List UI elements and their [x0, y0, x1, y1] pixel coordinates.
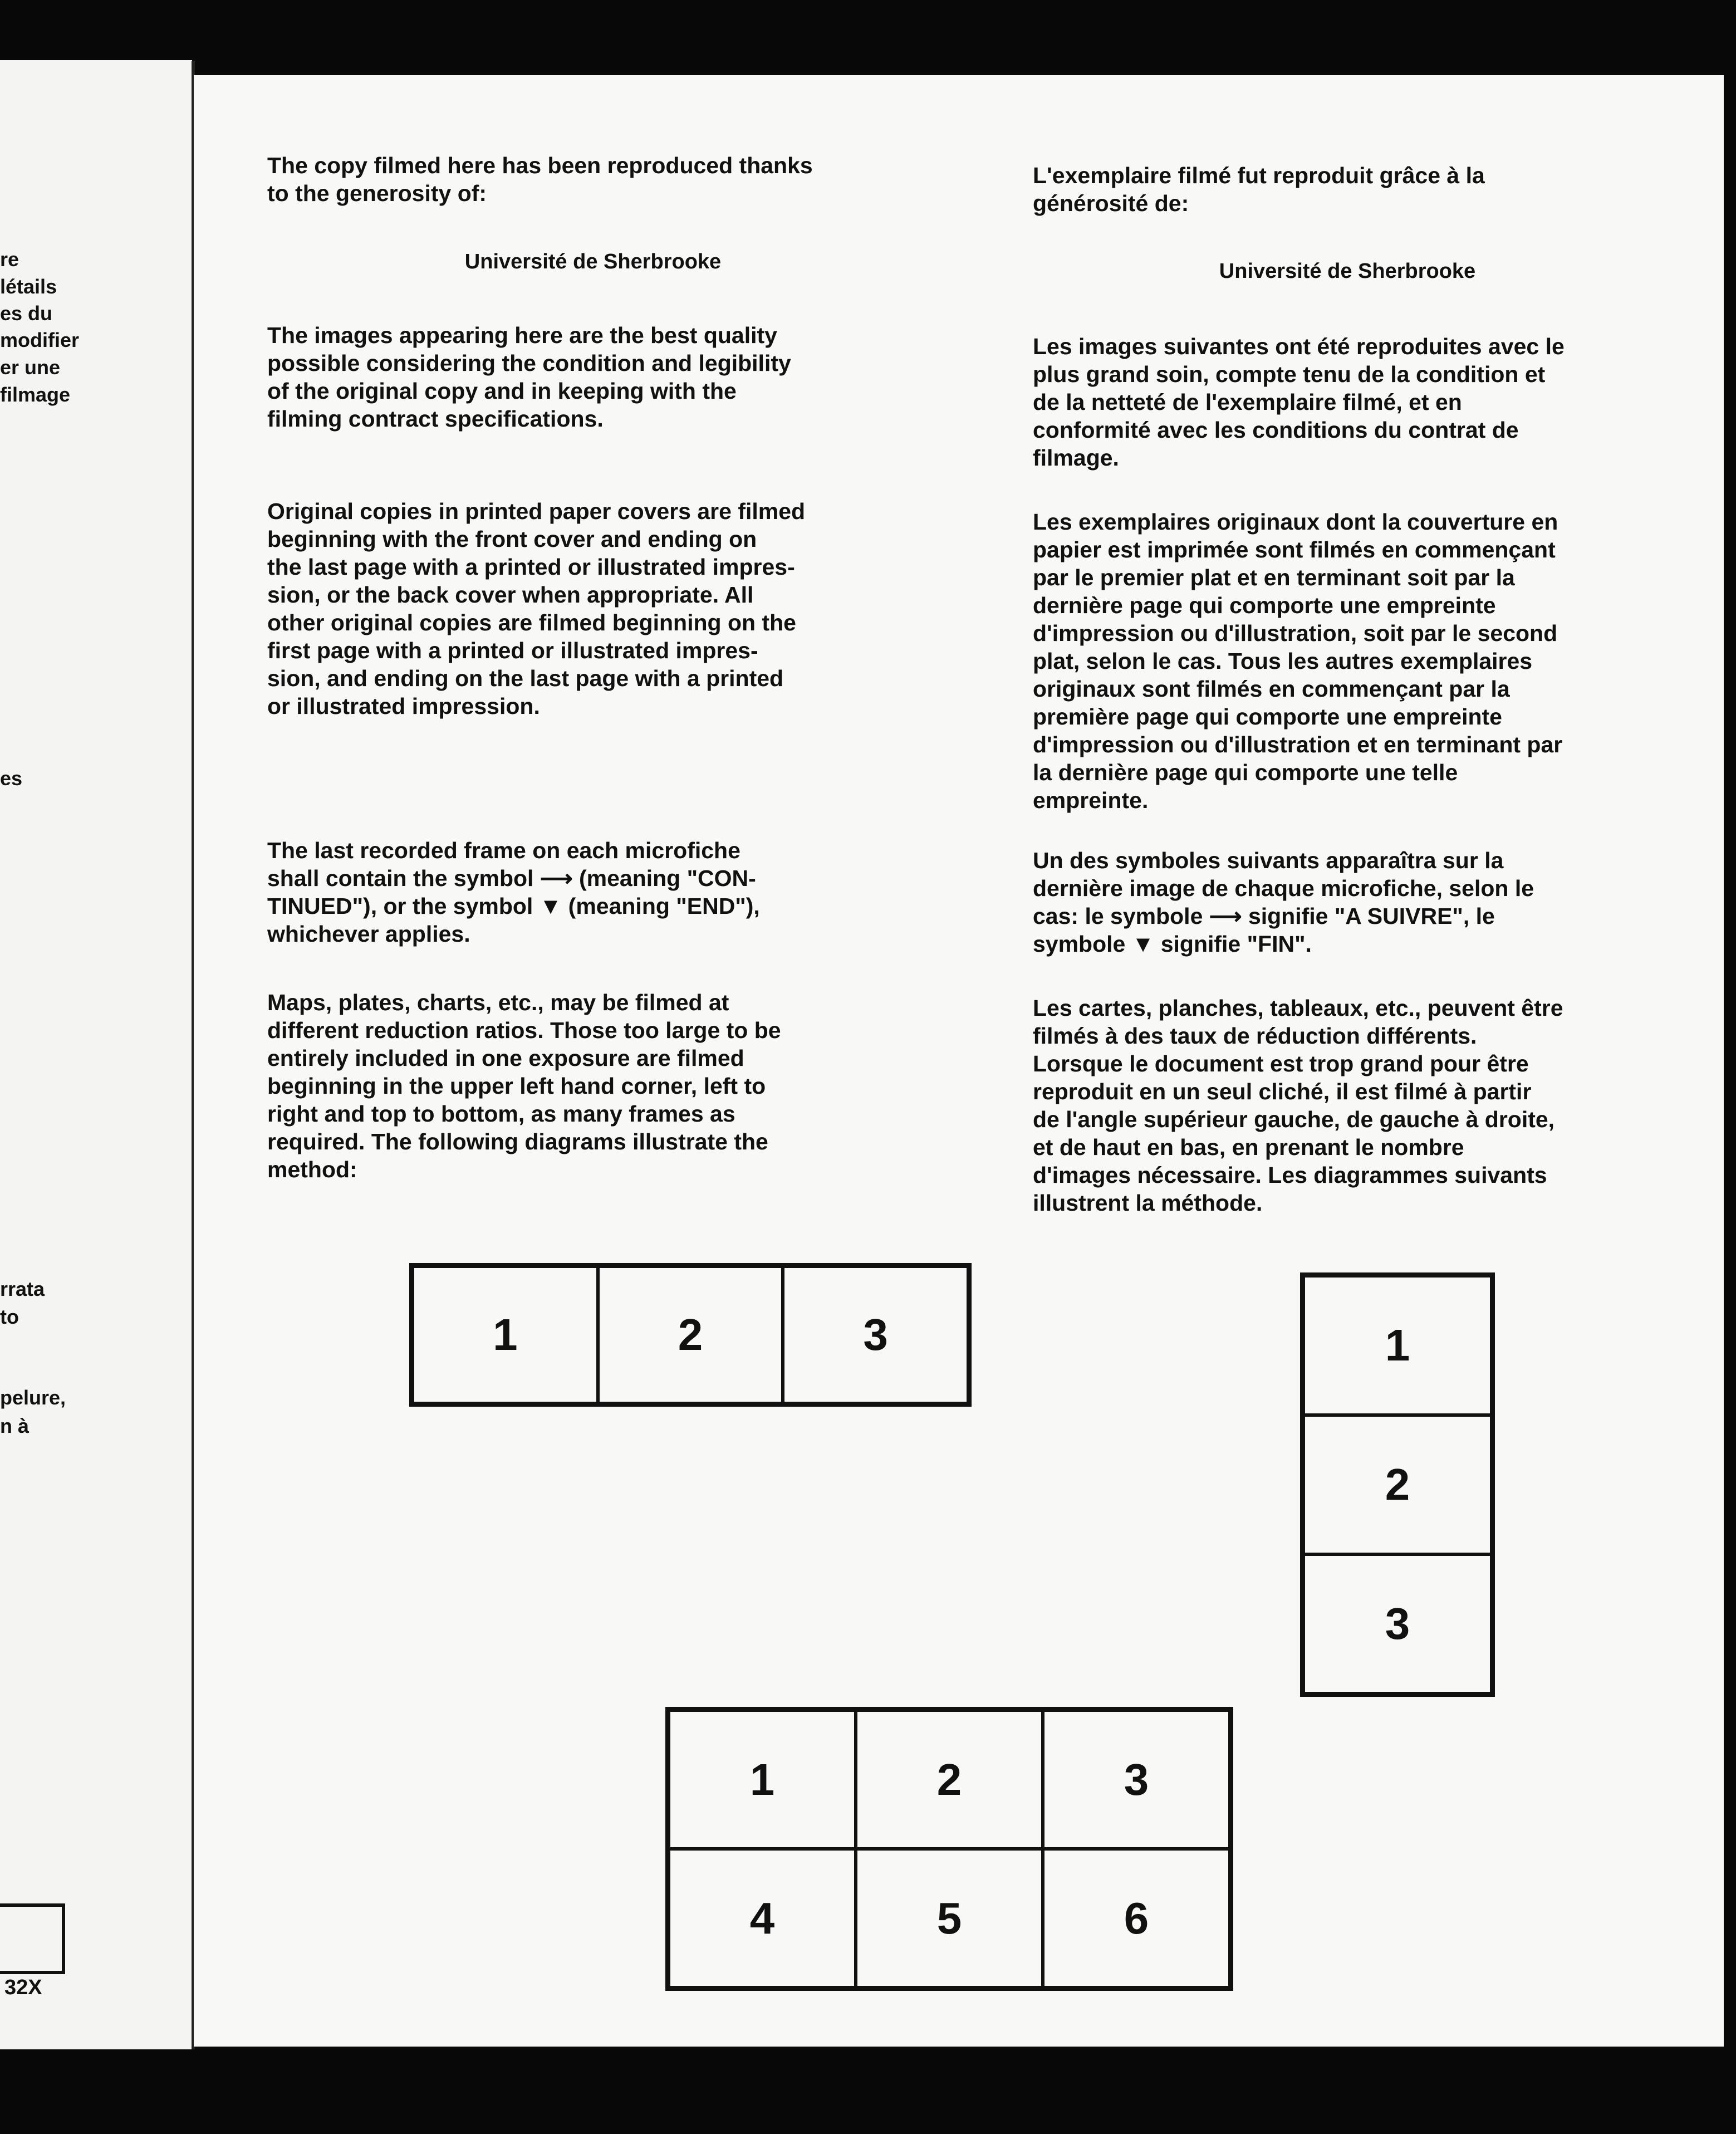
french-institution: Université de Sherbrooke: [1219, 260, 1476, 283]
english-institution: Université de Sherbrooke: [464, 250, 722, 273]
french-thanks: L'exemplaire filmé fut reproduit grâce à la générosité de:: [1033, 163, 1485, 216]
frame-cell: 6: [1043, 1849, 1230, 1988]
frame-cell: 1: [413, 1266, 598, 1403]
french-covers: Les exemplaires originaux dont la couverture en papier est imprimée sont filmés en commençant par le premier plat et en terminant soit par la dernière page qui comporte une empreinte d'impression ou d'illustration, soit par le second plat, selon le cas. Tous les autres exemplaires originaux sont filmés en commençant par la première page qui comporte une empreinte d'impression ou d'illustration et en terminant par la dernière page qui comporte une telle empreinte.: [1033, 509, 1563, 813]
french-column: [1033, 161, 1662, 217]
fragment-line: n à: [0, 1414, 30, 1437]
english-thanks: The copy filmed here has been reproduced thanks to the generosity of:: [267, 153, 813, 206]
fragment-line: es: [0, 767, 23, 790]
english-covers: Original copies in printed paper covers are filmed beginning with the front cover and ending on the last page with a printed or illustrated impres- sion, or the back cover when appropriate. All other original copies are filmed beginning on the first page with a printed or illustrated impres- sion, and ending on the last page with a printed or illustrated impression.: [267, 498, 806, 719]
frame-cell: 2: [1303, 1415, 1492, 1554]
english-symbols-wrap: [267, 836, 919, 948]
french-covers-wrap: [1033, 508, 1662, 814]
english-quality: The images appearing here are the best quality possible considering the condition and legibility of the original copy and in keeping with the filming contract specifications.: [267, 322, 791, 432]
fragment-line: to: [0, 1305, 19, 1328]
diagram-vertical-frames: [1300, 1272, 1495, 1697]
fragment-line: pelure,: [0, 1386, 66, 1409]
fragment-line: re: [0, 248, 19, 271]
french-maps-wrap: [1033, 994, 1662, 1217]
previous-page-fragment: [0, 60, 192, 2051]
film-border-bottom: [0, 2049, 1736, 2134]
french-quality: Les images suivantes ont été reproduites avec le plus grand soin, compte tenu de la condition et de la netteté de l'exemplaire filmé, et en conformité avec les conditions du contrat de filmage.: [1033, 334, 1565, 471]
fragment-line: modifier: [0, 329, 80, 351]
english-column: [267, 151, 919, 207]
french-quality-wrap: [1033, 332, 1662, 472]
diagram-grid-frames: [665, 1707, 1233, 1991]
fragment-line: er une: [0, 356, 61, 379]
french-institution-wrap: [1033, 257, 1662, 285]
reduction-target-box: [0, 1903, 65, 1974]
english-maps-wrap: [267, 988, 919, 1183]
fragment-line: rrata: [0, 1278, 45, 1300]
film-border-top: [0, 0, 1736, 72]
fragment-line: filmage: [0, 383, 71, 406]
fragment-line: létails: [0, 275, 57, 298]
english-maps: Maps, plates, charts, etc., may be filmed at different reduction ratios. Those too large to be entirely included in one exposure are filmed beginning in the upper left hand corner, left to right and top to bottom, as many frames as required. The following diagrams illustrate the method:: [267, 990, 781, 1182]
english-quality-wrap: [267, 321, 919, 433]
frame-cell: 5: [856, 1849, 1043, 1988]
frame-cell: 2: [598, 1266, 783, 1403]
french-symbols-wrap: [1033, 846, 1662, 958]
fragment-line: es du: [0, 302, 53, 325]
english-symbols: The last recorded frame on each microfiche shall contain the symbol ⟶ (meaning "CON- TINUED"), or the symbol ▼ (meaning "END"), whichever applies.: [267, 838, 760, 947]
french-symbols: Un des symboles suivants apparaîtra sur la dernière image de chaque microfiche, selon le cas: le symbole ⟶ signifie "A SUIVRE", le symbole ▼ signifie "FIN".: [1033, 848, 1534, 957]
english-covers-wrap: [267, 497, 919, 720]
french-maps: Les cartes, planches, tableaux, etc., peuvent être filmés à des taux de réduction différents. Lorsque le document est trop grand pour être reproduit en un seul cliché, il est filmé à partir de l'angle supérieur gauche, de gauche à droite, et de haut en bas, en prenant le nombre d'images nécessaire. Les diagrammes suivants illustrent la méthode.: [1033, 995, 1563, 1216]
frame-cell: 3: [1303, 1554, 1492, 1694]
reduction-label: 32X: [4, 1976, 42, 1999]
frame-cell: 3: [1043, 1710, 1230, 1849]
frame-cell: 2: [856, 1710, 1043, 1849]
diagram-horizontal-frames: [409, 1263, 972, 1407]
frame-cell: 1: [1303, 1276, 1492, 1415]
frame-cell: 1: [669, 1710, 856, 1849]
film-border-right: [1724, 0, 1736, 2134]
english-institution-wrap: [267, 248, 919, 276]
frame-cell: 3: [783, 1266, 968, 1403]
frame-cell: 4: [669, 1849, 856, 1988]
